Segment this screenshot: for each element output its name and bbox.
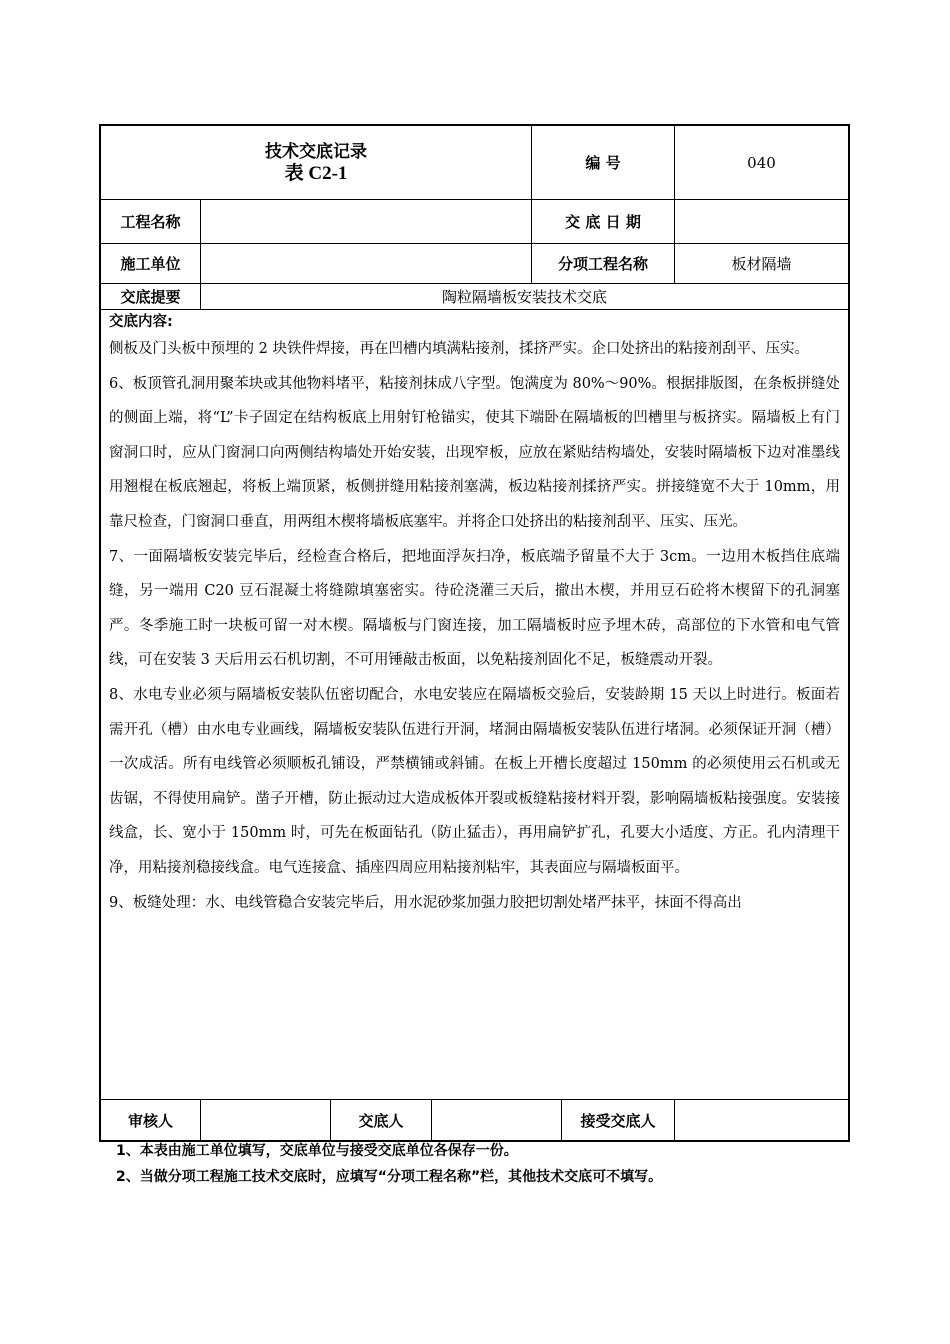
content-paragraph-4: 8、水电专业必须与隔墙板安装队伍密切配合，水电安装应在隔墙板交验后，安装龄期 15 天以上时进行。板面若需开孔（槽）由水电专业画线，隔墙板安装队伍进行开洞，堵洞由隔墙板安装队伍进行堵洞。必须保证开洞（槽）一次成活。所有电线管必须顺板孔铺设，严禁横铺或斜铺。在板上开槽长度超过 150mm 的必须使用云石机或无齿锯，不得使用扁铲。凿子开槽，防止振动过大造成板体开裂或板缝粘接材料开裂，影响隔墙板粘接强度。安装接线盒，长、宽小于 150mm 时，可先在板面钻孔（防止猛击），再用扁铲扩孔，孔要大小适度、方正。孔内清理干净，用粘接剂稳接线盒。电气连接盒、插座四周应用粘接剂粘牢，其表面应与隔墙板面平。 [109,686,840,876]
form-title [101,126,532,199]
note-1: 1、本表由施工单位填写，交底单位与接受交底单位各保存一份。 [116,1143,518,1159]
content-paragraph-5: 9、板缝处理：水、电线管稳合安装完毕后，用水泥砂浆加强力胶把切割处堵严抹平，抹面不得高出 [109,894,742,911]
header-row [101,126,848,200]
contractor-label: 施工单位 [101,244,201,283]
project-name-row [101,200,848,244]
signature-row [101,1100,848,1140]
content-heading: 交底内容: [109,314,173,330]
content-paragraph-1: 侧板及门头板中预埋的 2 块铁件焊接，再在凹槽内填满粘接剂，揉挤严实。企口处挤出的粘接剂刮平、压实。 [109,341,809,357]
receiver-field[interactable] [675,1100,848,1140]
note-2: 2、当做分项工程施工技术交底时，应填写“分项工程名称”栏，其他技术交底可不填写。 [116,1169,663,1185]
summary-row [101,284,848,310]
content-row [101,310,848,1100]
summary-label: 交底提要 [101,284,201,309]
receiver-label: 接受交底人 [562,1100,675,1140]
number-value: 040 [747,153,776,172]
date-field[interactable] [675,200,848,243]
subproject-value: 板材隔墙 [731,255,792,273]
contractor-field[interactable] [201,244,532,283]
presenter-field[interactable] [432,1100,562,1140]
subproject-label: 分项工程名称 [532,244,675,283]
contractor-row [101,244,848,284]
technical-briefing-form [99,124,850,1142]
content-paragraph-2: 6、板顶管孔洞用聚苯块或其他物料堵平，粘接剂抹成八字型。饱满度为 80%～90%。根据排版图，在条板拼缝处的侧面上端，将“L”卡子固定在结构板底上用射钉枪锚实，使其下端卧在隔墙板的凹槽里与板挤实。隔墙板上有门窗洞口时，应从门窗洞口向两侧结构墙处开始安装，出现窄板，应放在紧贴结构墙处，安装时隔墙板下边对准墨线用翘棍在板底翘起，将板上端顶紧，板侧拼缝用粘接剂塞满，板边粘接剂揉挤严实。拼接缝宽不大于 10mm，用靠尺检查，门窗洞口垂直，用两组木楔将墙板底塞牢。并将企口处挤出的粘接剂刮平、压实、压光。 [109,375,840,530]
summary-value: 陶粒隔墙板安装技术交底 [441,288,607,306]
date-label: 交 底 日 期 [532,200,675,243]
project-name-label: 工程名称 [101,200,201,243]
content-body [101,310,848,1099]
presenter-label: 交底人 [331,1100,432,1140]
reviewer-label: 审核人 [101,1100,201,1140]
content-paragraph-3: 7、一面隔墙板安装完毕后，经检查合格后，把地面浮灰扫净，板底端予留量不大于 3cm。一边用木板挡住底端缝，另一端用 C20 豆石混凝土将缝隙填塞密实。待砼浇灌三天后，撤出木楔，并用豆石砼将木楔留下的孔洞塞严。冬季施工时一块板可留一对木楔。隔墙板与门窗连接，加工隔墙板时应予埋木砖，高部位的下水管和电气管线，可在安装 3 天后用云石机切割，不可用锤敲击板面，以免粘接剂固化不足，板缝震动开裂。 [109,548,840,669]
form-title-main: 技术交底记录 [265,141,367,162]
reviewer-field[interactable] [201,1100,331,1140]
project-name-field[interactable] [201,200,532,243]
number-label: 编 号 [532,126,675,199]
form-title-code: 表 C2-1 [284,162,348,184]
form-notes [116,1138,836,1190]
